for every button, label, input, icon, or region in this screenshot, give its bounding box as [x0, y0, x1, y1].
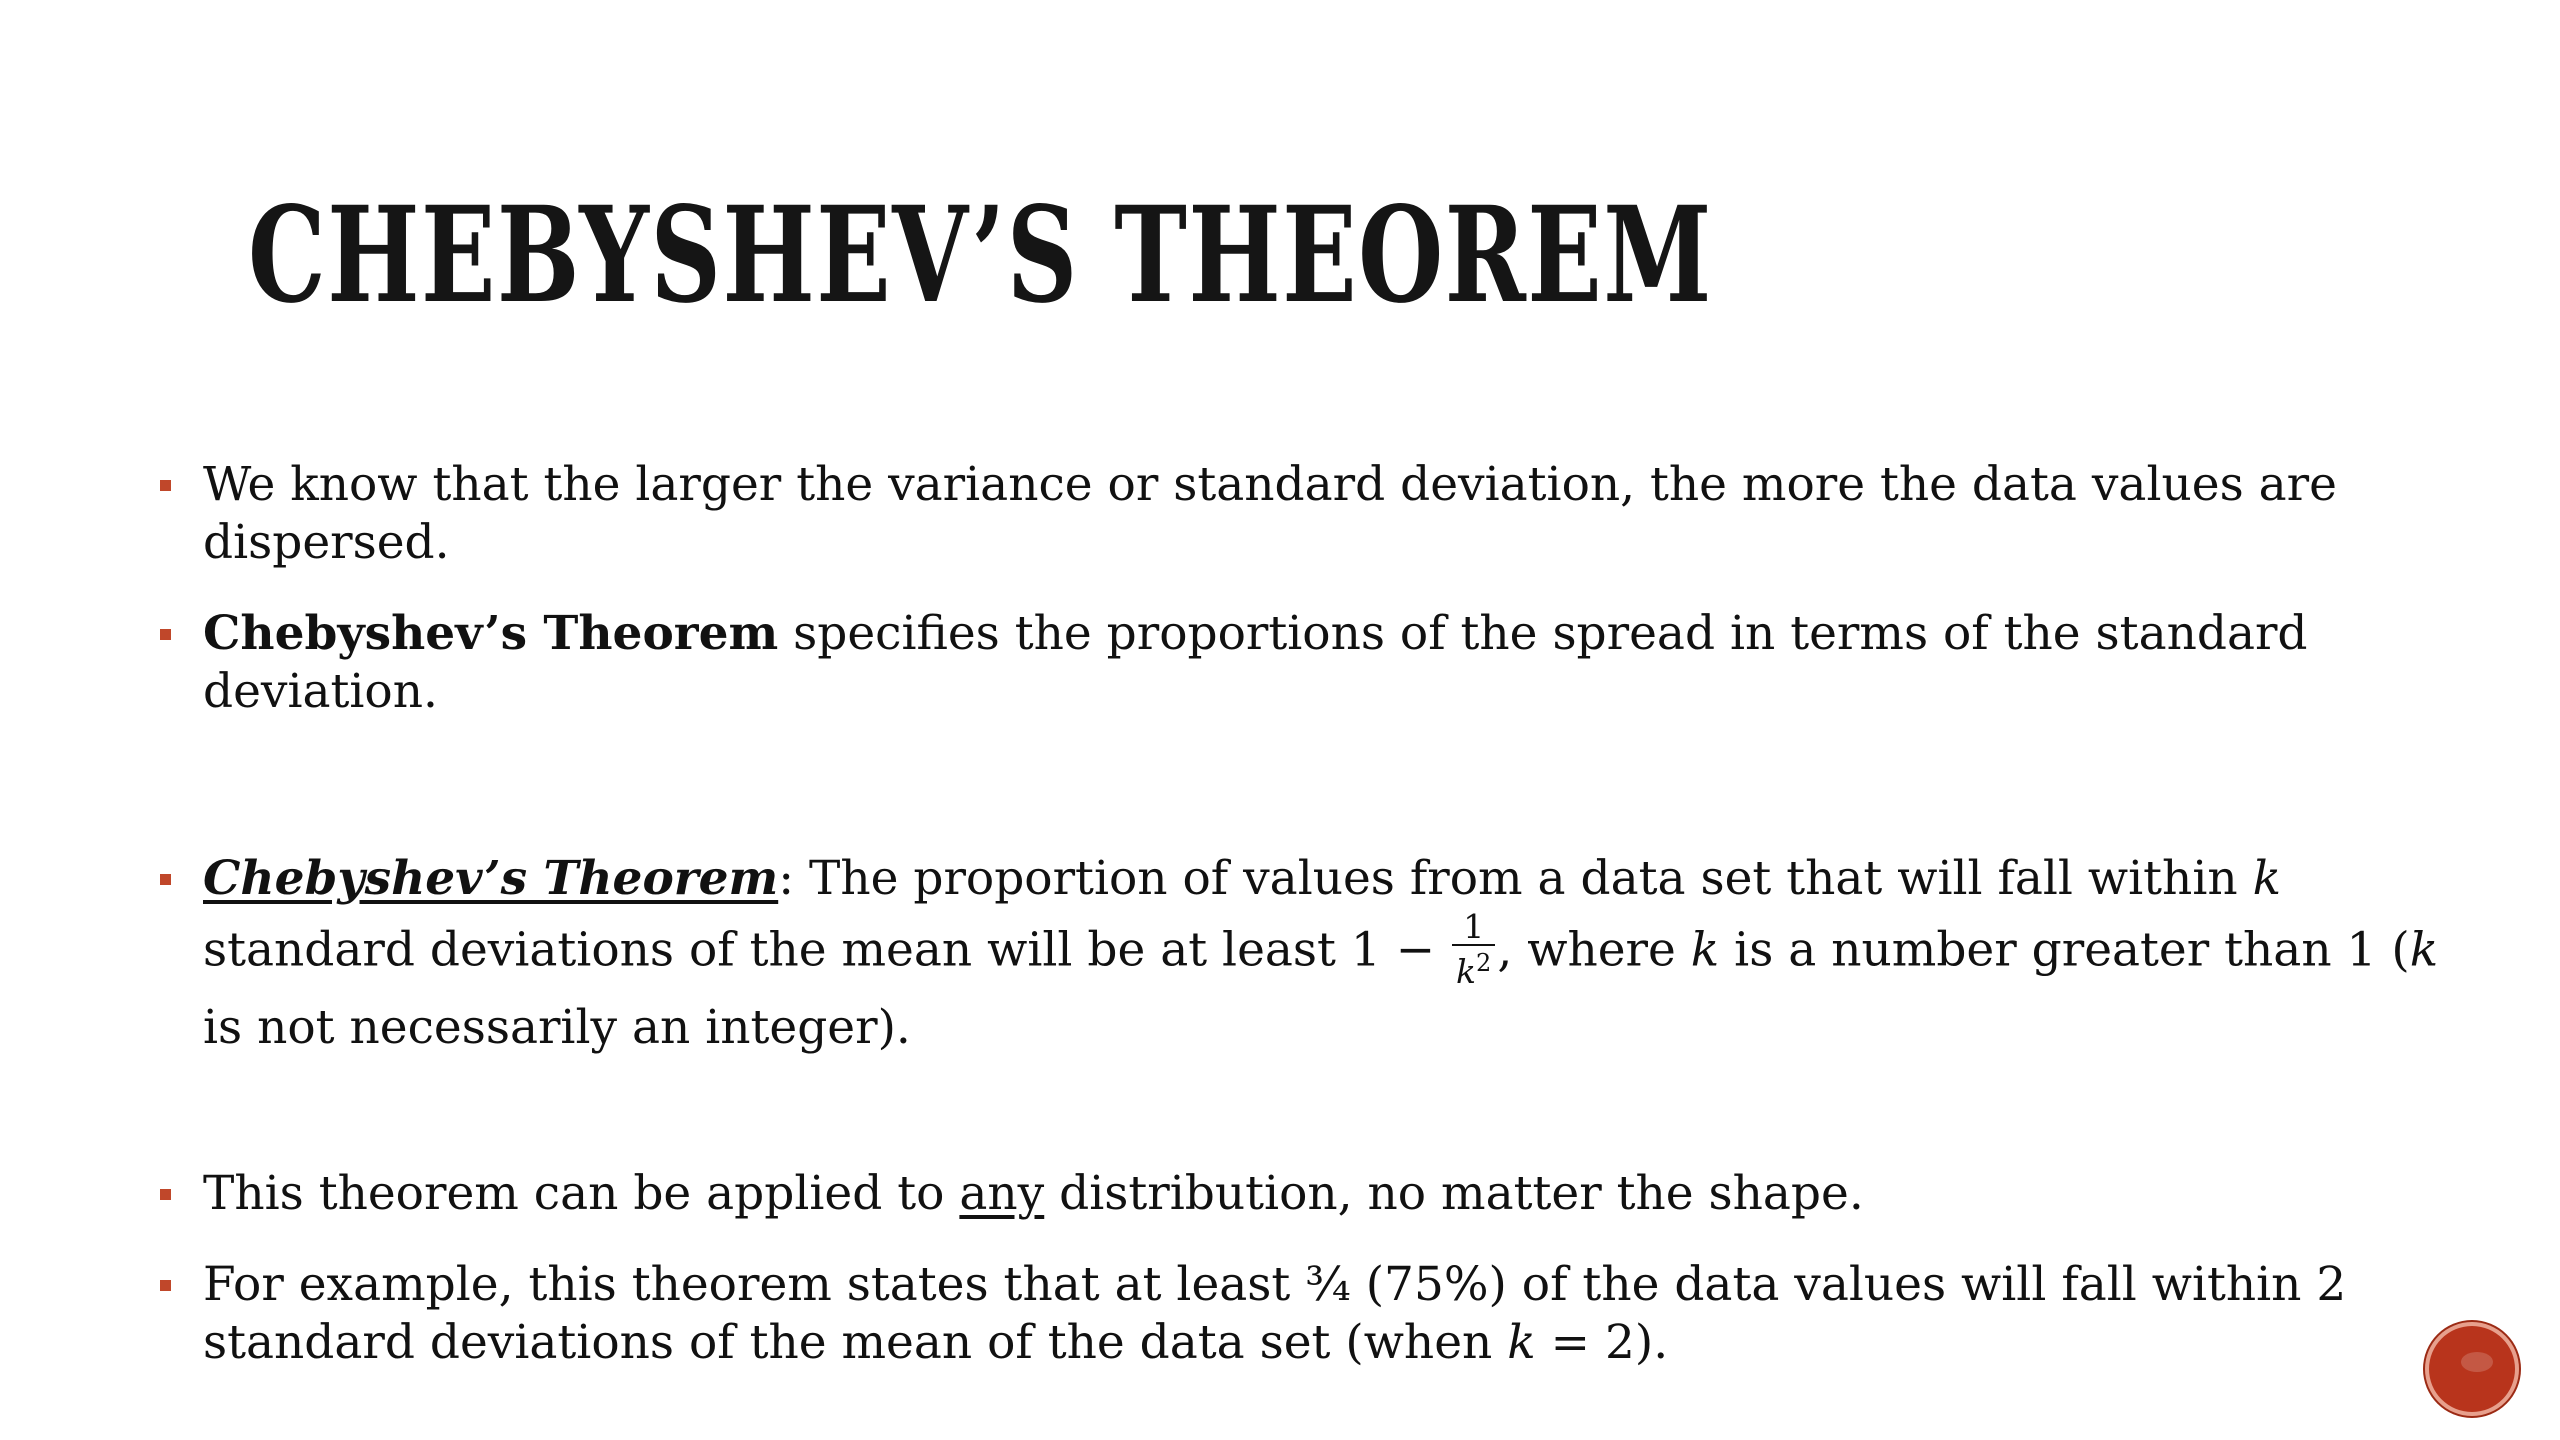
fraction-one-over-k-squared — [1452, 907, 1495, 991]
fraction-numerator: 1 — [1452, 910, 1495, 946]
variable-k: k — [2252, 851, 2282, 906]
bullet-text-part2: distribution, no matter the shape. — [1044, 1166, 1864, 1221]
fraction-denominator — [1452, 946, 1495, 989]
bullet-item — [160, 1256, 2490, 1372]
bullet-item-theorem — [160, 844, 2490, 1063]
bullet-text-rest: specifies the proportions of the spread in terms of the standard deviation. — [203, 606, 2308, 719]
bold-term: Chebyshev’s Theorem — [203, 606, 779, 661]
bullet-square-icon — [160, 629, 171, 640]
theorem-text-part2: standard deviations of the mean will be at least 1 − — [203, 922, 1451, 978]
bullet-text — [203, 605, 2490, 721]
bullet-text: We know that the larger the variance or standard deviation, the more the data values are dispersed. — [203, 457, 2337, 570]
bullet-square-icon — [160, 1189, 171, 1200]
theorem-text-part5: is not necessarily an integer). — [203, 1000, 911, 1055]
bullet-text — [203, 1165, 2490, 1223]
theorem-colon: : — [778, 851, 795, 906]
underlined-word: any — [959, 1166, 1045, 1221]
theorem-text-part1: The proportion of values from a data set that will fall within — [794, 851, 2253, 906]
fraction-exponent: 2 — [1476, 949, 1492, 977]
bullet-item — [160, 456, 2490, 572]
bullet-item — [160, 605, 2490, 721]
bullet-text — [203, 1256, 2490, 1372]
bullet-square-icon — [160, 1280, 171, 1291]
bullet-text-part1: For example, this theorem states that at least ¾ (75%) of the data values will fall within 2 standard deviations of the mean of the data set (when — [203, 1257, 2347, 1370]
bullet-square-icon — [160, 480, 171, 491]
theorem-statement — [203, 844, 2490, 1063]
theorem-text-part4: is a number greater than 1 ( — [1719, 922, 2410, 978]
bullet-item — [160, 1165, 2490, 1223]
bullet-square-icon — [160, 874, 171, 885]
fraction-denominator-variable: k — [1456, 952, 1477, 991]
theorem-text-part3: , where — [1497, 922, 1691, 978]
bullet-text-part2: = 2). — [1535, 1315, 1669, 1370]
variable-k: k — [2409, 922, 2439, 978]
button-highlight — [2461, 1352, 2493, 1372]
variable-k: k — [1690, 922, 1720, 978]
theorem-term: Chebyshev’s Theorem — [203, 851, 779, 906]
variable-k: k — [1507, 1315, 1536, 1370]
slide-title: CHEBYSHEV’S THEOREM — [248, 178, 1713, 333]
slide-nav-button[interactable] — [2425, 1322, 2519, 1416]
bullet-text-part1: This theorem can be applied to — [203, 1166, 960, 1221]
